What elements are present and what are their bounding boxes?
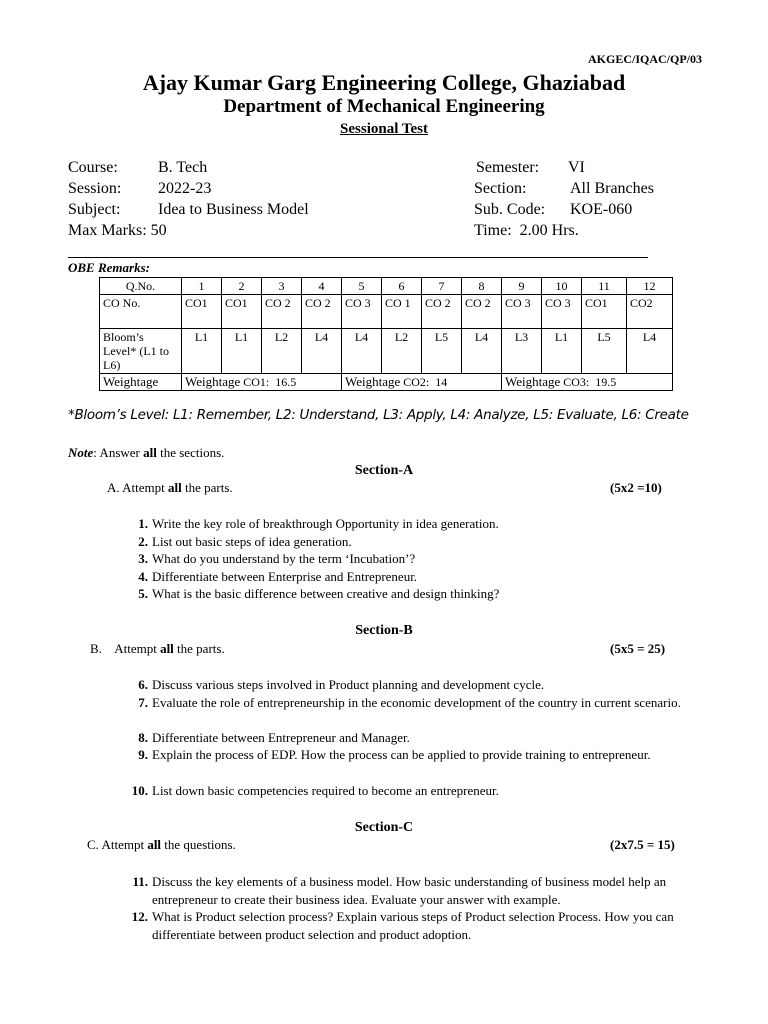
info-value: B. Tech: [158, 159, 208, 176]
qno-cell: 11: [582, 278, 627, 295]
qno-cell: 2: [222, 278, 262, 295]
course-info-right: [474, 157, 694, 241]
co-cell: CO1: [582, 295, 627, 329]
section-c-instruction: C. Attempt all the questions.: [87, 837, 236, 852]
co-cell: CO 3: [342, 295, 382, 329]
table-row-label: CO No.: [100, 295, 182, 329]
co-cell: CO 2: [422, 295, 462, 329]
section-a-marks: (5x2 =10): [610, 480, 662, 495]
section-b-marks: (5x5 = 25): [610, 641, 666, 656]
obe-remarks-title: OBE Remarks:: [68, 260, 150, 275]
section-a-instruction: A. Attempt all the parts.: [107, 480, 233, 495]
section-a-questions: 1. Write the key role of breakthrough Opportunity in idea generation. 2. List out basic steps of idea generation. 3. What do you understand by the term ‘Incubation’? 4. Differentiate between Enterprise and Entrepreneur. 5. What is the basic difference between creative and design thinking?: [138, 516, 500, 602]
table-row-label: Weightage: [100, 374, 182, 391]
co-cell: CO 1: [382, 295, 422, 329]
weightage-cell: Weightage CO2: 14: [342, 374, 502, 391]
section-a-title: Section-A: [354, 463, 414, 478]
bloom-level-note: *Bloom’s Level: L1: Remember, L2: Understand, L3: Apply, L4: Analyze, L5: Evaluate, L6: Create: [68, 407, 689, 423]
bloom-cell: L5: [582, 329, 627, 374]
co-cell: CO 2: [462, 295, 502, 329]
co-cell: CO2: [627, 295, 673, 329]
section-b-instruction: B. Attempt all the parts.: [90, 641, 225, 656]
qno-cell: 10: [542, 278, 582, 295]
info-label: Max Marks:: [68, 222, 147, 239]
test-title: Sessional Test: [340, 121, 428, 137]
bloom-cell: L4: [302, 329, 342, 374]
section-c-title: Section-C: [354, 820, 414, 835]
college-name: Ajay Kumar Garg Engineering College, Ghaziabad: [142, 70, 626, 95]
table-row-label: Q.No.: [100, 278, 182, 295]
info-label: Time:: [474, 222, 512, 239]
weightage-row: [100, 374, 673, 391]
section-c-marks: (2x7.5 = 15): [610, 837, 675, 852]
course-info-left: [68, 157, 408, 241]
co-row: [100, 295, 673, 329]
info-label: Session:: [68, 180, 122, 197]
info-label: Subject:: [68, 201, 121, 218]
co-cell: CO 3: [542, 295, 582, 329]
section-b-questions: 6. Discuss various steps involved in Product planning and development cycle. 7. Evaluate the role of entrepreneurship in the economic development of the country in current scenario. 8. Differentiate between Entrepreneur and Manager. 9. Explain the process of EDP. How the process can be applied to provide training to entrepreneur. 10. List down basic competencies required to become an entrepreneur.: [131, 677, 681, 798]
co-cell: CO 3: [502, 295, 542, 329]
info-label: Sub. Code:: [474, 201, 546, 218]
co-cell: CO 2: [262, 295, 302, 329]
bloom-cell: L3: [502, 329, 542, 374]
bloom-cell: L4: [462, 329, 502, 374]
co-mapping-table: [99, 277, 673, 391]
qno-cell: 4: [302, 278, 342, 295]
bloom-cell: L1: [542, 329, 582, 374]
info-value: All Branches: [570, 180, 654, 197]
weightage-cell: Weightage CO1: 16.5: [182, 374, 342, 391]
qno-cell: 9: [502, 278, 542, 295]
co-cell: CO1: [182, 295, 222, 329]
bloom-cell: L2: [262, 329, 302, 374]
divider-line: [68, 257, 648, 258]
bloom-cell: L2: [382, 329, 422, 374]
info-value: 2022-23: [158, 180, 212, 197]
info-label: Section:: [474, 180, 527, 197]
info-value: Idea to Business Model: [158, 201, 309, 218]
info-label: Semester:: [476, 159, 540, 176]
qno-cell: 5: [342, 278, 382, 295]
qno-cell: 12: [627, 278, 673, 295]
weightage-cell: Weightage CO3: 19.5: [502, 374, 673, 391]
section-b-title: Section-B: [355, 623, 413, 638]
bloom-cell: L4: [627, 329, 673, 374]
info-label: Course:: [68, 159, 118, 176]
bloom-row: [100, 329, 673, 374]
qno-cell: 1: [182, 278, 222, 295]
qno-cell: 3: [262, 278, 302, 295]
qno-cell: 8: [462, 278, 502, 295]
bloom-cell: L1: [222, 329, 262, 374]
section-c-questions: 11. Discuss the key elements of a business model. How basic understanding of business model help an entrepreneur to create their business idea. Evaluate your answer with example. 12. What is Product selection process? Explain various steps of Product selection Process. How you can differentiate between product selection and product adoption.: [131, 874, 674, 942]
co-cell: CO1: [222, 295, 262, 329]
info-value: 50: [150, 222, 167, 239]
info-value: 2.00 Hrs.: [519, 222, 579, 239]
bloom-cell: L5: [422, 329, 462, 374]
info-value: KOE-060: [570, 201, 633, 218]
qno-row: [100, 278, 673, 295]
co-cell: CO 2: [302, 295, 342, 329]
bloom-cell: L4: [342, 329, 382, 374]
department-name: Department of Mechanical Engineering: [223, 96, 545, 117]
qno-cell: 7: [422, 278, 462, 295]
qno-cell: 6: [382, 278, 422, 295]
bloom-cell: L1: [182, 329, 222, 374]
table-row-label: Bloom’s Level* (L1 to L6): [100, 329, 182, 374]
document-code: AKGEC/IQAC/QP/03: [587, 52, 702, 66]
info-value: VI: [568, 159, 585, 176]
note-line: Note: Answer all the sections.: [68, 445, 225, 460]
